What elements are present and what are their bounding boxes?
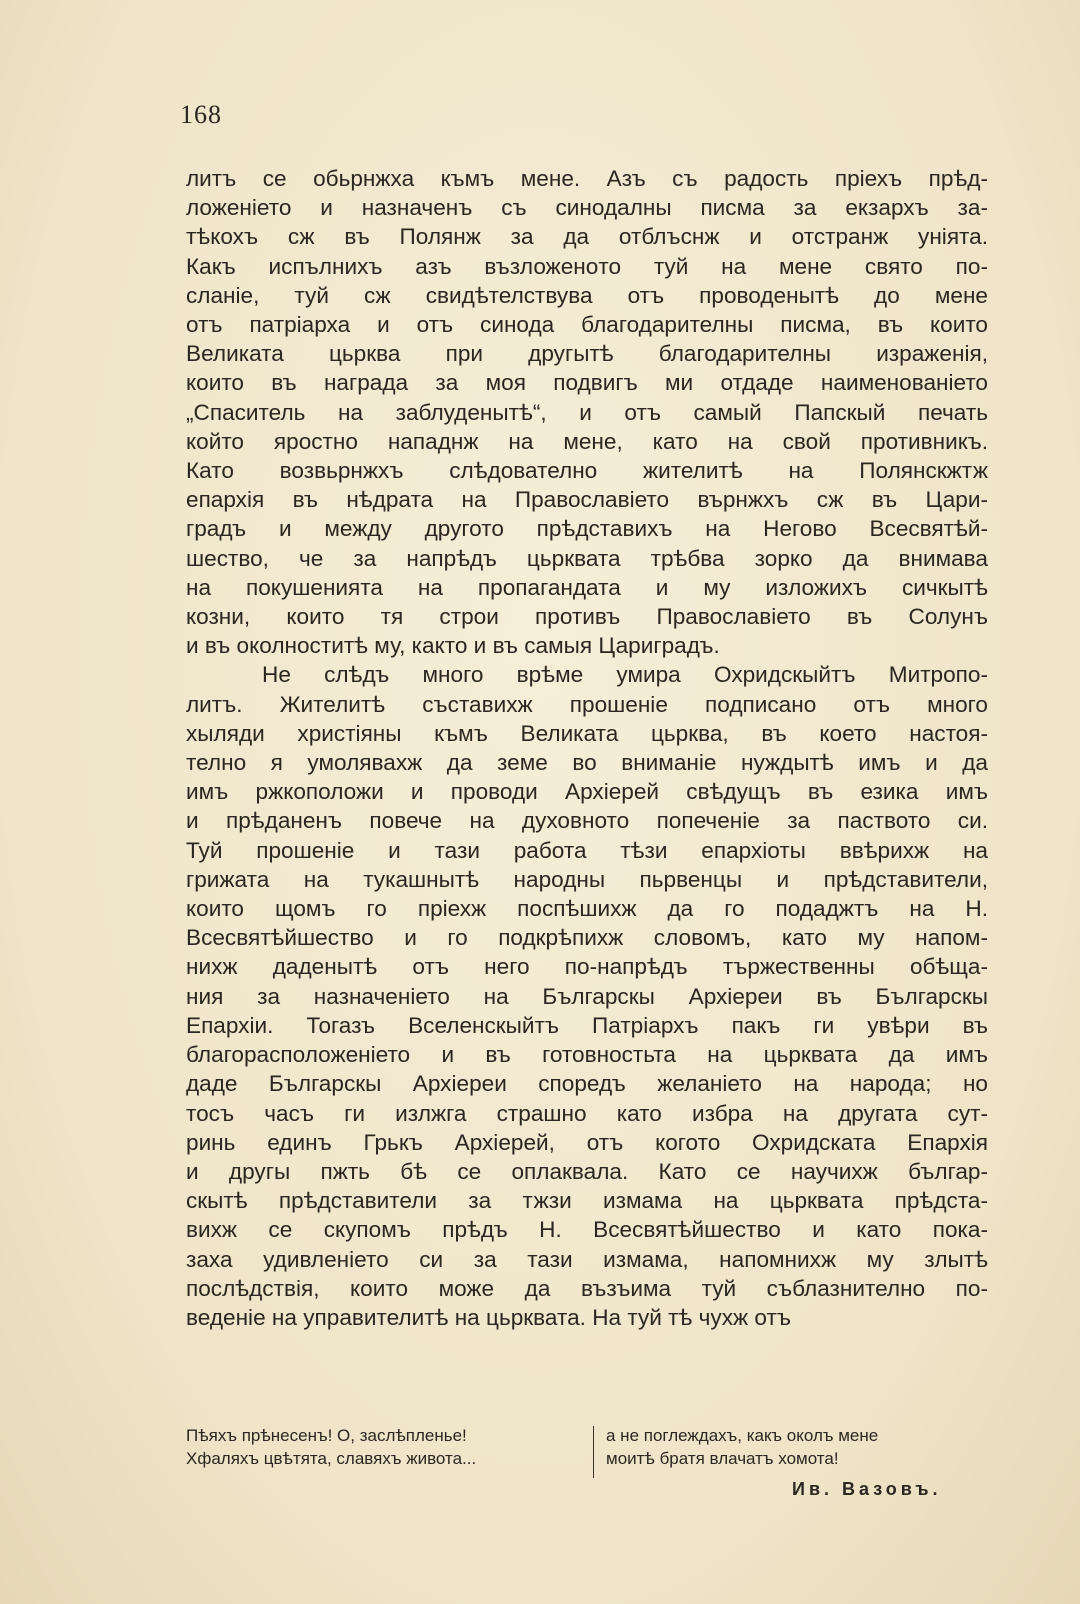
text-line: и другы пжть бѣ се оплаквала. Като се научихж българ- xyxy=(186,1158,988,1184)
text-line: веденіе на управителитѣ на цьрквата. На туй тѣ чухж отъ xyxy=(186,1304,791,1330)
footer-right-line: моитѣ братя влачатъ хомота! xyxy=(606,1449,839,1468)
text-line: скытѣ прѣдставители за тжзи измама на цьрквата прѣдста- xyxy=(186,1188,988,1214)
text-line: нихж даденытѣ отъ него по-напрѣдъ тържественны обѣща- xyxy=(186,954,988,980)
text-line: тѣкохъ сж въ Полянж за да отблъснж и отстранж уніята. xyxy=(186,224,988,250)
text-line: Туй прошеніе и тази работа тѣзи епархіоты ввѣрихж на xyxy=(186,837,988,863)
text-line: градъ и между другото прѣдставихъ на Негово Всесвятѣй- xyxy=(186,516,988,542)
text-line: тосъ часъ ги излжга страшно като избра на другата сут- xyxy=(186,1100,988,1126)
text-line: „Спаситель на заблуденытѣ“, и отъ самый Папскый печать xyxy=(186,399,988,425)
text-line: имъ ржкоположи и проводи Архіерей свѣдущъ въ езика имъ xyxy=(186,779,988,805)
text-line: и въ околноститѣ му, както и въ самыя Цариградъ. xyxy=(186,633,720,659)
text-line: Какъ испълнихъ азъ възложенoто туй на мене свято по- xyxy=(186,253,988,279)
text-line: отъ патріарха и отъ синода благодарителны писма, въ които xyxy=(186,312,988,338)
text-line: ринь единъ Грькъ Архіерей, отъ когото Охридската Епархія xyxy=(186,1129,988,1155)
text-line: които въ награда за моя подвигъ ми отдаде наименованіето xyxy=(186,370,988,396)
text-line: Епархіи. Тогазъ Вселенскыйтъ Патріархъ пакъ ги увѣри въ xyxy=(186,1012,988,1038)
footer-divider xyxy=(593,1426,594,1478)
text-line: козни, които тя строи противъ Православіето въ Солунъ xyxy=(186,604,988,630)
text-line: Не слѣдъ много врѣме умира Охридскыйтъ Митропо- xyxy=(262,662,988,688)
footer-author: Ив. Вазовъ. xyxy=(792,1479,942,1499)
text-line: шество, че за напрѣдъ цьрквата трѣбва зорко да внимава xyxy=(186,545,988,571)
text-line: послѣдствія, които може да възъима туй съблазнително по- xyxy=(186,1275,988,1301)
text-line: грижата на тукашнытѣ народны пьрвенцы и прѣдставители, xyxy=(186,866,988,892)
page-number: 168 xyxy=(180,100,222,129)
footer-left-line: Пѣяхъ прѣнесенъ! О, заслѣпленье! xyxy=(186,1426,467,1445)
text-line: на покушенията на пропагандата и му изложихъ сичкытѣ xyxy=(186,574,988,600)
paragraph xyxy=(186,164,988,660)
text-line: епархія въ нѣдрата на Православіето върнжхъ сж въ Цари- xyxy=(186,487,988,513)
text-line: сланіе, туй сж свидѣтелствува отъ проводенытѣ до мене xyxy=(186,282,988,308)
text-line: телно я умолявахж да земе во вниманіе нуждытѣ имъ и да xyxy=(186,750,988,776)
text-line: литъ се обьрнжха къмъ мене. Азъ съ радость пріехъ прѣд- xyxy=(186,166,988,191)
text-line: вихж се скупомъ прѣдъ Н. Всесвятѣйшество и като пока- xyxy=(186,1217,988,1243)
text-line: даде Българскы Архіереи споредъ желаніето на народа; но xyxy=(186,1071,988,1097)
text-line: Всесвятѣйшество и го подкрѣпихж словомъ, като му напом- xyxy=(186,925,988,951)
text-line: хыляди христіяны къмъ Великата цьрква, въ което настоя- xyxy=(186,720,988,746)
footer-right-line: а не поглеждахъ, какъ околъ мене xyxy=(606,1426,879,1445)
footer-left-line: Хфаляхъ цвѣтята, славяхъ живота... xyxy=(186,1449,477,1468)
text-line: ложеніето и назначенъ съ синодалны писма за екзархъ за- xyxy=(186,195,988,221)
text-line: Великата цьрква при другытѣ благодарителны израженія, xyxy=(186,341,988,367)
text-line: заха удивленіето си за тази измама, напомнихж му злытѣ xyxy=(186,1246,988,1272)
text-line: литъ. Жителитѣ съставихж прошеніе подписано отъ много xyxy=(186,691,988,717)
footer-right-column xyxy=(606,1424,996,1470)
text-line: благорасположеніето и въ готовностьта на цьрквата да имъ xyxy=(186,1042,988,1068)
text-line: който яростно нападнж на мене, като на свой противникъ. xyxy=(186,428,988,454)
text-line: и прѣданенъ повече на духовното попеченіе за паството си. xyxy=(186,808,988,834)
footer-left-column xyxy=(186,1424,586,1470)
text-line: Като возвьрнжхъ слѣдователно жителитѣ на Полянскжтж xyxy=(186,458,988,484)
paragraph xyxy=(186,660,988,1332)
text-line: които щомъ го пріехж поспѣшихж да го подаджтъ на Н. xyxy=(186,896,988,922)
text-line: ния за назначеніето на Българскы Архіереи въ Българскы xyxy=(186,983,988,1009)
body-text xyxy=(186,164,988,1332)
